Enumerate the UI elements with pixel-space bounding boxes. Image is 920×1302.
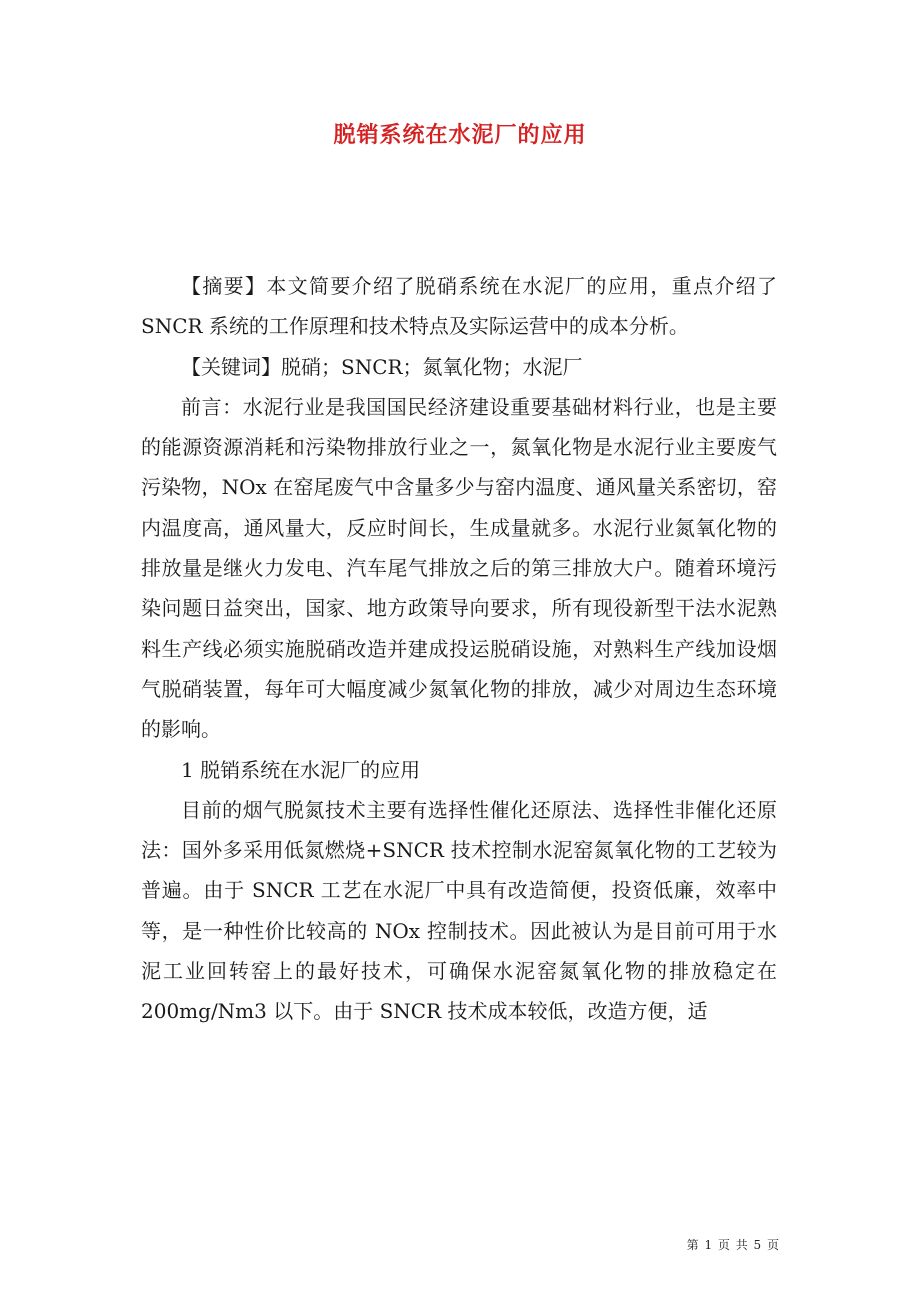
section-heading: 1 脱销系统在水泥厂的应用 (181, 757, 421, 782)
keywords-paragraph: 【关键词】脱硝；SNCR；氮氧化物；水泥厂 (181, 354, 583, 379)
page-number: 第 1 页 共 5 页 (686, 1238, 780, 1252)
preface-paragraph: 前言：水泥行业是我国国民经济建设重要基础材料行业，也是主要的能源资源消耗和污染物排放行业之一，氮氧化物是水泥行业主要废气污染物，NOx 在窑尾废气中含量多少与窑内温度、通风量关系密切，窑内温度高，通风量大，反应时间长，生成量就多。水泥行业氮氧化物的排放量是继火力发电、汽车尾气排放之后的第三排放大户。随着环境污染问题日益突出，国家、地方政策导向要求，所有现役新型干法水泥熟料生产线必须实施脱硝改造并建成投运脱硝设施，对熟料生产线加设烟气脱硝装置，每年可大幅度减少氮氧化物的排放，减少对周边生态环境的影响。 (141, 394, 777, 742)
abstract-paragraph: 【摘要】本文简要介绍了脱硝系统在水泥厂的应用，重点介绍了 SNCR 系统的工作原理和技术特点及实际运营中的成本分析。 (141, 274, 777, 339)
document-title: 脱销系统在水泥厂的应用 (333, 122, 587, 148)
section-paragraph: 目前的烟气脱氮技术主要有选择性催化还原法、选择性非催化还原法：国外多采用低氮燃烧+SNCR 技术控制水泥窑氮氧化物的工艺较为普遍。由于 SNCR 工艺在水泥厂中具有改造简便，投资低廉，效率中等，是一种性价比较高的 NOx 控制技术。因此被认为是目前可用于水泥工业回转窑上的最好技术，可确保水泥窑氮氧化物的排放稳定在 200mg/Nm3 以下。由于 SNCR 技术成本较低，改造方便，适 (141, 797, 777, 1024)
document-body (141, 266, 777, 1032)
